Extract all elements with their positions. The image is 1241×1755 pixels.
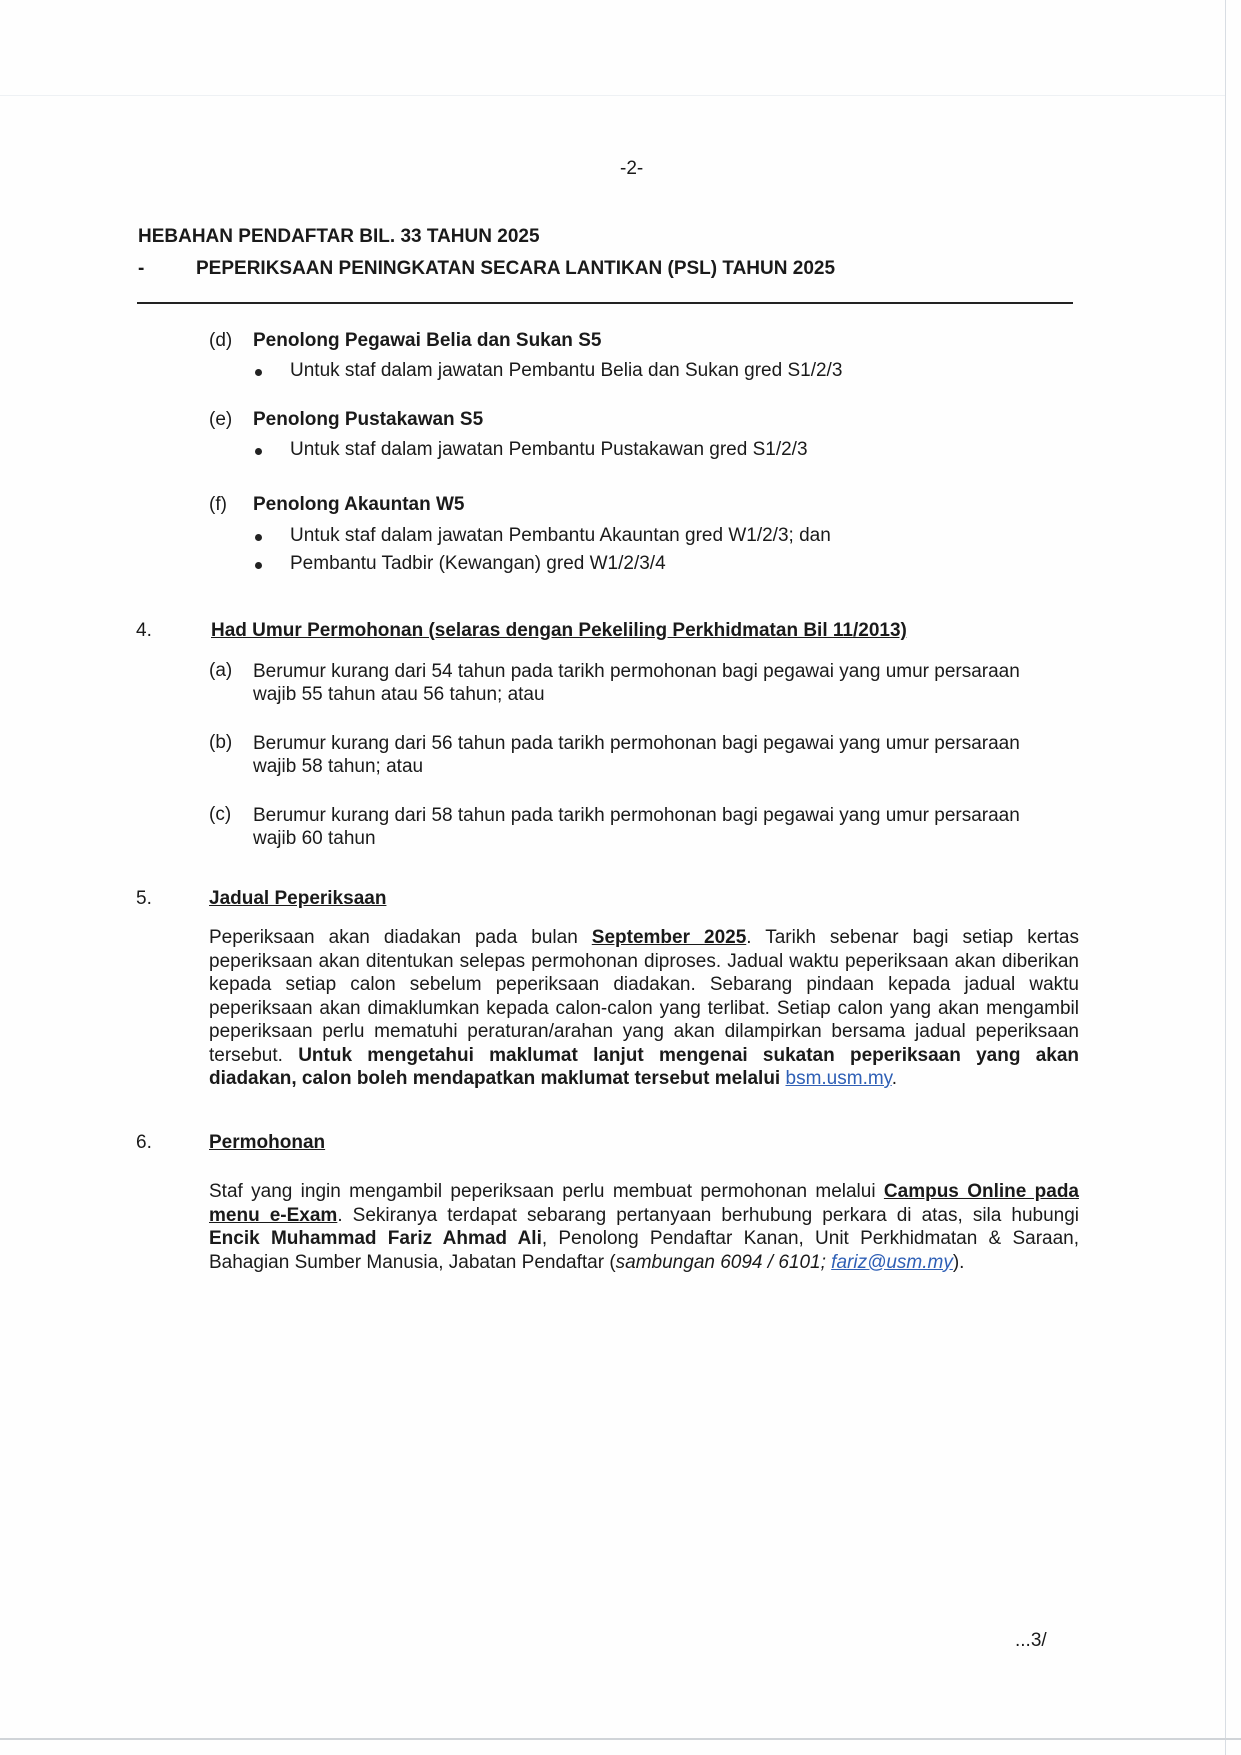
position-bullet: Untuk staf dalam jawatan Pembantu Akauntan gred W1/2/3; dan [290,525,831,546]
text: . Tarikh sebenar bagi setiap kertas peperiksaan akan ditentukan selepas permohonan diproses. Jadual waktu peperiksaan akan diberikan kepada setiap calon sebelum peperiksaan diadakan. Sebarang pindaan kepada jadual waktu peperiksaan akan dimaklumkan kepada calon-calon yang terlibat. Setiap calon yang akan mengambil peperiksaan perlu mematuhi peraturan/arahan yang akan dilampirkan bersama jadual peperiksaan tersebut. [209,927,1079,1066]
position-title-f: Penolong Akauntan W5 [253,494,465,515]
bsm-link[interactable]: bsm.usm.my [785,1068,892,1089]
position-label-e: (e) [209,409,233,430]
bullet-icon [255,534,262,541]
position-title-d: Penolong Pegawai Belia dan Sukan S5 [253,330,602,351]
header-title: HEBAHAN PENDAFTAR BIL. 33 TAHUN 2025 [138,226,540,247]
bullet-icon [255,562,262,569]
contact-extension: sambungan 6094 / 6101; [615,1251,832,1273]
scan-edge-bottom [0,1738,1241,1740]
age-item-line: wajib 55 tahun atau 56 tahun; atau [253,684,545,705]
age-item-line: Berumur kurang dari 54 tahun pada tarikh permohonan bagi pegawai yang umur persaraan [253,661,1020,682]
position-label-f: (f) [209,494,227,515]
section-4-number: 4. [136,620,152,641]
exam-month: September 2025 [591,927,747,948]
next-page-indicator: ...3/ [1015,1630,1047,1651]
age-item-label: (b) [209,732,233,753]
bullet-icon [255,448,262,455]
age-item-label: (c) [209,804,232,825]
header-dash: - [138,258,145,279]
age-item-line: wajib 60 tahun [253,828,376,849]
section-5-number: 5. [136,888,152,909]
text: ). [952,1251,965,1273]
header-subtitle: PEPERIKSAAN PENINGKATAN SECARA LANTIKAN (PSL) TAHUN 2025 [196,258,836,279]
age-item-text [253,804,1093,850]
scan-edge-top [0,95,1225,96]
section-4-title: Had Umur Permohonan (selaras dengan Pekeliling Perkhidmatan Bil 11/2013) [211,620,907,641]
age-item-line: wajib 58 tahun; atau [253,756,424,777]
campus-online-ref: Campus Online pada menu e-Exam [209,1181,1079,1226]
age-item-text [253,732,1093,778]
email-link[interactable]: fariz@usm.my [831,1251,953,1273]
age-item-text [253,660,1093,706]
header-rule [137,302,1073,304]
section-6-paragraph [209,1180,1079,1274]
section-5-title: Jadual Peperiksaan [209,888,387,909]
section-5-paragraph [209,926,1079,1091]
age-item-line: Berumur kurang dari 56 tahun pada tarikh permohonan bagi pegawai yang umur persaraan [253,733,1020,754]
bullet-icon [255,369,262,376]
position-bullet: Untuk staf dalam jawatan Pembantu Belia dan Sukan gred S1/2/3 [290,360,843,381]
position-bullet: Untuk staf dalam jawatan Pembantu Pustakawan gred S1/2/3 [290,439,808,460]
text: Peperiksaan akan diadakan pada bulan [209,927,592,948]
page-number: -2- [620,158,644,179]
text-bold: Untuk mengetahui maklumat lanjut mengenai sukatan peperiksaan yang akan diadakan, calon boleh mendapatkan maklumat tersebut melalui [209,1044,1079,1089]
contact-name: Encik Muhammad Fariz Ahmad Ali [209,1228,542,1249]
text: . [891,1068,898,1089]
position-label-d: (d) [209,330,233,351]
text: Staf yang ingin mengambil peperiksaan perlu membuat permohonan melalui [209,1181,884,1202]
section-6-title: Permohonan [209,1132,326,1153]
text: . Sekiranya terdapat sebarang pertanyaan berhubung perkara di atas, sila hubungi [337,1204,1080,1226]
position-title-e: Penolong Pustakawan S5 [253,409,484,430]
text: , Penolong Pendaftar Kanan, Unit Perkhidmatan & Saraan, Bahagian Sumber Manusia, Jabatan Pendaftar ( [209,1228,1080,1273]
scan-edge-right [1225,0,1226,1755]
section-6-number: 6. [136,1132,152,1153]
age-item-line: Berumur kurang dari 58 tahun pada tarikh permohonan bagi pegawai yang umur persaraan [253,805,1020,826]
age-item-label: (a) [209,660,233,681]
position-bullet: Pembantu Tadbir (Kewangan) gred W1/2/3/4 [290,553,666,574]
